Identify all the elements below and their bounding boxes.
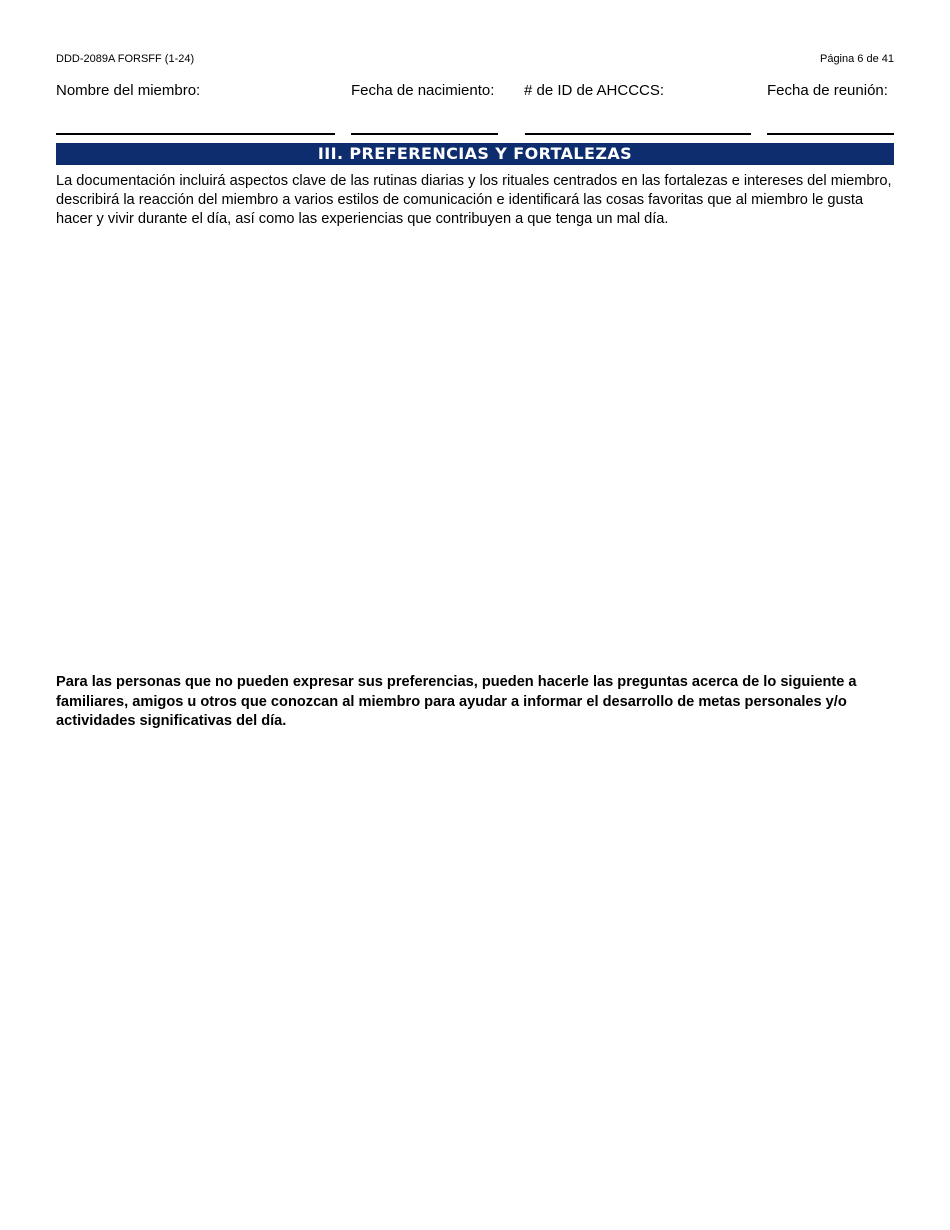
birth-date-field[interactable] [351,119,498,135]
section-note: Para las personas que no pueden expresar sus preferencias, pueden hacerle las preguntas acerca de lo siguiente a familiares, amigos u otros que conozcan al miembro para ayudar a informar el desarrollo de metas personales y/o actividades significativas del día. [56,674,857,729]
preferences-answer-area[interactable] [56,232,898,666]
member-name-field[interactable] [56,119,335,135]
page-number: Página 6 de 41 [819,53,894,65]
meeting-date-label: Fecha de reunión: [767,82,888,99]
member-name-label: Nombre del miembro: [56,82,201,99]
ahcccs-id-field[interactable] [525,119,751,135]
ahcccs-id-label: # de ID de AHCCCS: [524,82,665,99]
form-code: DDD-2089A FORSFF (1-24) [56,53,195,65]
birth-date-label: Fecha de nacimiento: [351,82,495,99]
section-intro: La documentación incluirá aspectos clave de las rutinas diarias y los rituales centrados en las fortalezas e intereses del miembro, describirá la reacción del miembro a varios estilos de comunicación e identificará las cosas favoritas que al miembro le gusta hacer y vivir durante el día, así como las experiencias que contribuyen a que tenga un mal día. [56,173,892,227]
section-header: III. PREFERENCIAS Y FORTALEZAS [56,143,894,165]
family-input-answer-area[interactable] [56,740,898,1184]
meeting-date-field[interactable] [767,119,894,135]
